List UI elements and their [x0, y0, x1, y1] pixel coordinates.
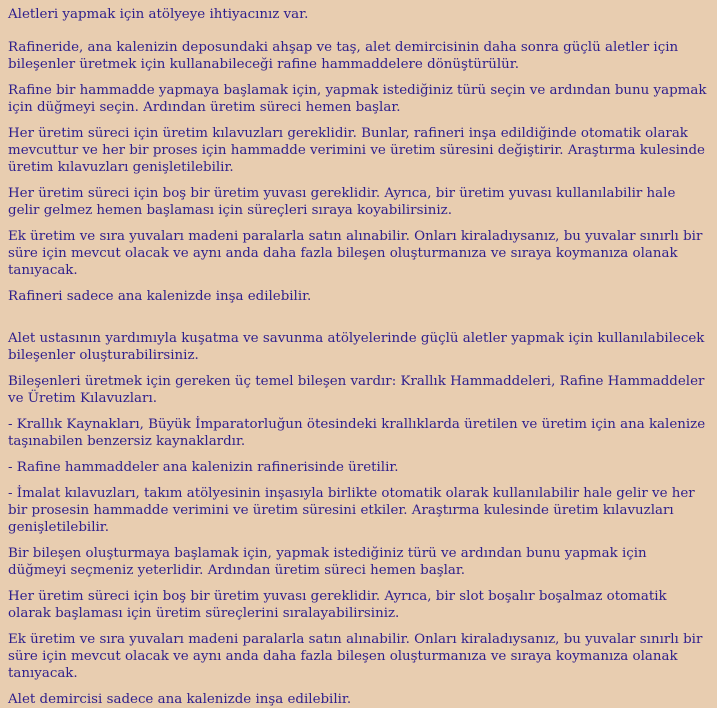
refinery-heading: Aletleri yapmak için atölyeye ihtiyacınız var. [8, 7, 309, 22]
refinery-paragraph: Her üretim süreci için boş bir üretim yuvası gereklidir. Ayrıca, bir üretim yuvası kullanılabilir hale gelir gelmez hemen başlaması için süreçleri sıraya koyabilirsiniz. [8, 186, 676, 218]
refinery-paragraph: Her üretim süreci için üretim kılavuzları gereklidir. Bunlar, rafineri inşa edildiğinde otomatik olarak mevcuttur ve her bir proses için hammadde verimini ve üretim süresini değiştirir. Araştırma kulesinde üretim kılavuzları genişletilebilir. [8, 126, 705, 175]
toolsmith-paragraph: Ek üretim ve sıra yuvaları madeni paralarla satın alınabilir. Onları kiraladıysanız, bu yuvalar sınırlı bir süre için mevcut olacak ve aynı anda daha fazla bileşen oluşturmanıza ve sıraya koymanıza olanak tanıyacak. [8, 632, 703, 681]
toolsmith-paragraph: - İmalat kılavuzları, takım atölyesinin inşasıyla birlikte otomatik olarak kullanılabilir hale gelir ve her bir prosesin hammadde verimini ve üretim süresini etkiler. Araştırma kulesinde üretim kılavuzları genişletilebilir. [8, 486, 695, 535]
refinery-section [8, 39, 709, 305]
toolsmith-paragraph: Her üretim süreci için boş bir üretim yuvası gereklidir. Ayrıca, bir slot boşalır boşalmaz otomatik olarak başlaması için üretim süreçlerini sıralayabilirsiniz. [8, 589, 667, 621]
refinery-paragraph: Ek üretim ve sıra yuvaları madeni paralarla satın alınabilir. Onları kiraladıysanız, bu yuvalar sınırlı bir süre için mevcut olacak ve aynı anda daha fazla bileşen oluşturmanıza ve sıraya koymanıza olanak tanıyacak. [8, 229, 703, 278]
toolsmith-paragraph: Bileşenleri üretmek için gereken üç temel bileşen vardır: Krallık Hammaddeleri, Rafine Hammaddeler ve Üretim Kılavuzları. [8, 374, 705, 406]
toolsmith-paragraph: - Rafine hammaddeler ana kalenizin rafinerisinde üretilir. [8, 460, 399, 475]
refinery-paragraph: Rafineride, ana kalenizin deposundaki ahşap ve taş, alet demircisinin daha sonra güçlü aletler için bileşenler üretmek için kullanabileceği rafine hammaddelere dönüştürülür. [8, 40, 679, 72]
section-spacer [8, 314, 709, 330]
toolsmith-section [8, 330, 709, 708]
toolsmith-paragraph: - Krallık Kaynakları, Büyük İmparatorluğun ötesindeki krallıklarda üretilen ve üretim için ana kalenize taşınabilen benzersiz kaynaklardır. [8, 417, 706, 449]
refinery-paragraph: Rafine bir hammadde yapmaya başlamak için, yapmak istediğiniz türü seçin ve ardından bunu yapmak için düğmeyi seçin. Ardından üretim süreci hemen başlar. [8, 83, 707, 115]
toolsmith-paragraph: Bir bileşen oluşturmaya başlamak için, yapmak istediğiniz türü ve ardından bunu yapmak için düğmeyi seçmeniz yeterlidir. Ardından üretim süreci hemen başlar. [8, 546, 647, 578]
toolsmith-paragraph: Alet demircisi sadece ana kalenizde inşa edilebilir. [8, 692, 352, 707]
toolsmith-paragraph: Alet ustasının yardımıyla kuşatma ve savunma atölyelerinde güçlü aletler yapmak için kullanılabilecek bileşenler oluşturabilirsiniz. [8, 331, 705, 363]
refinery-paragraph: Rafineri sadece ana kalenizde inşa edilebilir. [8, 289, 312, 304]
